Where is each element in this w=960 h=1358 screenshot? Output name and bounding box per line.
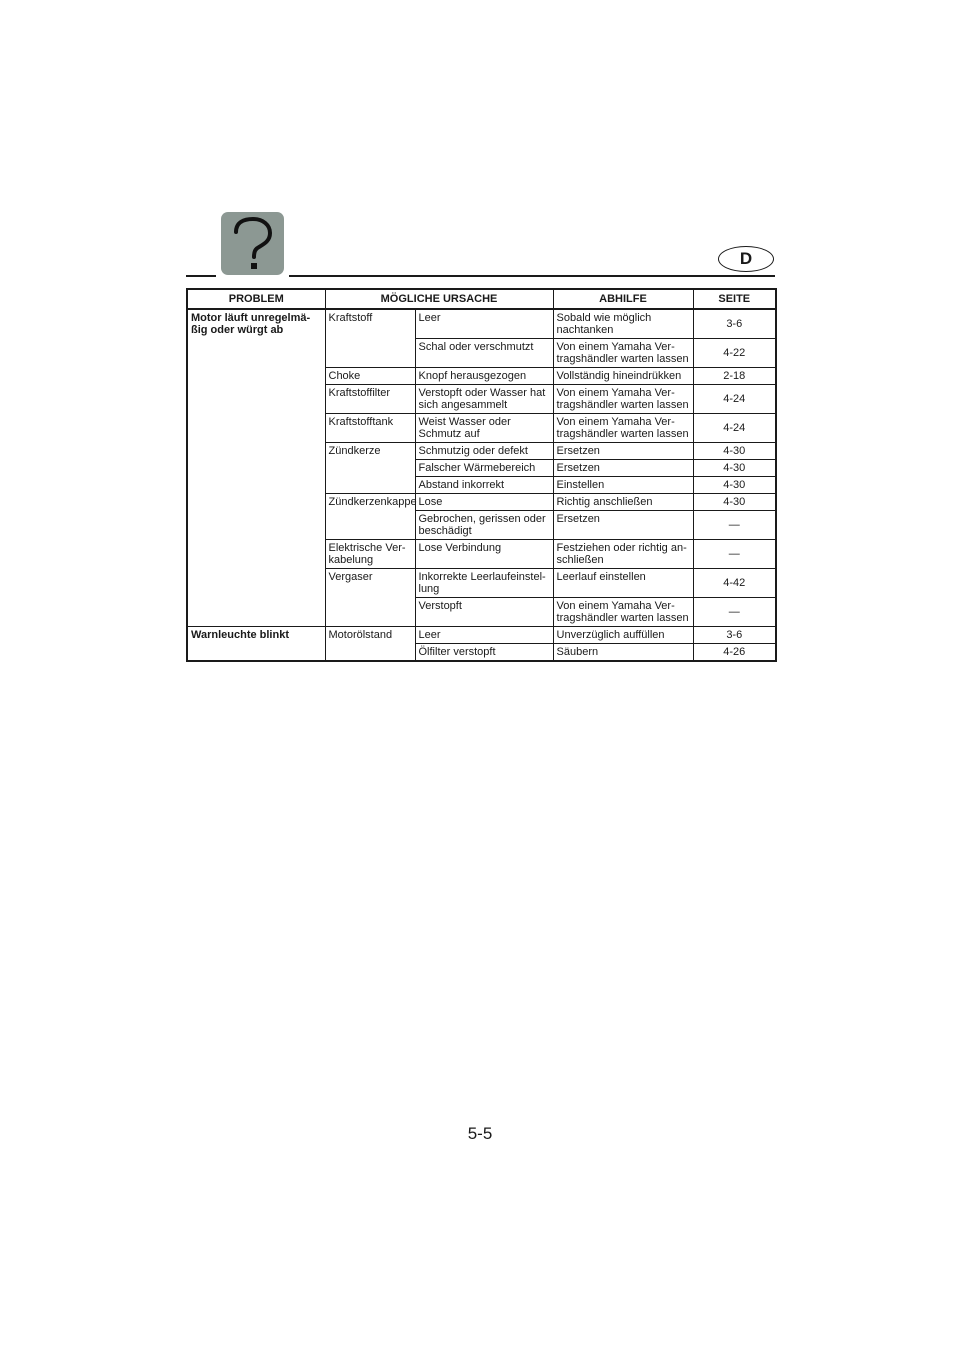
remedy-cell: Leerlauf einstellen <box>553 569 693 598</box>
table-row <box>187 309 776 339</box>
cause-detail-cell: Ölfilter verstopft <box>415 644 553 662</box>
page-cell: 3-6 <box>693 309 776 339</box>
cause-detail-cell: Schmutzig oder defekt <box>415 443 553 460</box>
column-header-page: SEITE <box>693 289 776 309</box>
cause-detail-cell: Schal oder verschmutzt <box>415 339 553 368</box>
cause-detail-cell: Leer <box>415 627 553 644</box>
remedy-cell: Unverzüglich auffüllen <box>553 627 693 644</box>
cause-detail-cell: Falscher Wärmebereich <box>415 460 553 477</box>
column-header-problem: PROBLEM <box>187 289 325 309</box>
cause-detail-cell: Lose Verbindung <box>415 540 553 569</box>
cause-detail-cell: Leer <box>415 309 553 339</box>
page-cell: — <box>693 511 776 540</box>
page-cell: 4-22 <box>693 339 776 368</box>
remedy-cell: Von einem Yamaha Ver- tragshändler warten lassen <box>553 598 693 627</box>
remedy-cell: Von einem Yamaha Ver- tragshändler warten lassen <box>553 339 693 368</box>
header-rule-right <box>289 275 775 277</box>
column-header-remedy: ABHILFE <box>553 289 693 309</box>
cause-detail-cell: Gebrochen, gerissen oder beschädigt <box>415 511 553 540</box>
cause-detail-cell: Lose <box>415 494 553 511</box>
cause-cell: Kraftstofftank <box>325 414 415 443</box>
problem-cell: Motor läuft unregelmä- ßig oder würgt ab <box>187 309 325 627</box>
remedy-cell: Ersetzen <box>553 443 693 460</box>
remedy-cell: Sobald wie möglich nachtanken <box>553 309 693 339</box>
cause-cell: Kraftstoff <box>325 309 415 368</box>
remedy-cell: Einstellen <box>553 477 693 494</box>
remedy-cell: Von einem Yamaha Ver- tragshändler warten lassen <box>553 385 693 414</box>
troubleshooting-table <box>186 288 777 662</box>
table-row <box>187 627 776 644</box>
problem-cell: Warnleuchte blinkt <box>187 627 325 662</box>
page-cell: 4-30 <box>693 443 776 460</box>
header-rule-left <box>186 275 216 277</box>
remedy-cell: Ersetzen <box>553 511 693 540</box>
cause-cell: Zündkerzenkappe <box>325 494 415 540</box>
page-cell: 4-24 <box>693 385 776 414</box>
page-number: 5-5 <box>467 1124 493 1143</box>
table-body <box>187 309 776 661</box>
remedy-cell: Richtig anschließen <box>553 494 693 511</box>
page-cell: 3-6 <box>693 627 776 644</box>
question-mark-glyph <box>231 217 275 271</box>
cause-cell: Vergaser <box>325 569 415 627</box>
cause-cell: Choke <box>325 368 415 385</box>
column-header-cause: MÖGLICHE URSACHE <box>325 289 553 309</box>
page-cell: — <box>693 540 776 569</box>
page-cell: 4-24 <box>693 414 776 443</box>
cause-cell: Kraftstoffilter <box>325 385 415 414</box>
cause-detail-cell: Verstopft <box>415 598 553 627</box>
question-mark-icon <box>221 212 284 275</box>
page-cell: 4-30 <box>693 494 776 511</box>
page-cell: 2-18 <box>693 368 776 385</box>
remedy-cell: Von einem Yamaha Ver- tragshändler warten lassen <box>553 414 693 443</box>
cause-cell: Zündkerze <box>325 443 415 494</box>
remedy-cell: Säubern <box>553 644 693 662</box>
cause-cell: Motorölstand <box>325 627 415 662</box>
remedy-cell: Ersetzen <box>553 460 693 477</box>
page-cell: — <box>693 598 776 627</box>
cause-detail-cell: Weist Wasser oder Schmutz auf <box>415 414 553 443</box>
cause-detail-cell: Knopf herausgezogen <box>415 368 553 385</box>
page-cell: 4-30 <box>693 477 776 494</box>
page-cell: 4-42 <box>693 569 776 598</box>
page-cell: 4-30 <box>693 460 776 477</box>
cause-cell: Elektrische Ver- kabelung <box>325 540 415 569</box>
remedy-cell: Festziehen oder richtig an- schließen <box>553 540 693 569</box>
cause-detail-cell: Verstopft oder Wasser hat sich angesammelt <box>415 385 553 414</box>
remedy-cell: Vollständig hineindrükken <box>553 368 693 385</box>
cause-detail-cell: Abstand inkorrekt <box>415 477 553 494</box>
cause-detail-cell: Inkorrekte Leerlaufeinstel- lung <box>415 569 553 598</box>
language-badge: D <box>718 246 774 272</box>
table-header-row <box>187 289 776 309</box>
page-cell: 4-26 <box>693 644 776 662</box>
